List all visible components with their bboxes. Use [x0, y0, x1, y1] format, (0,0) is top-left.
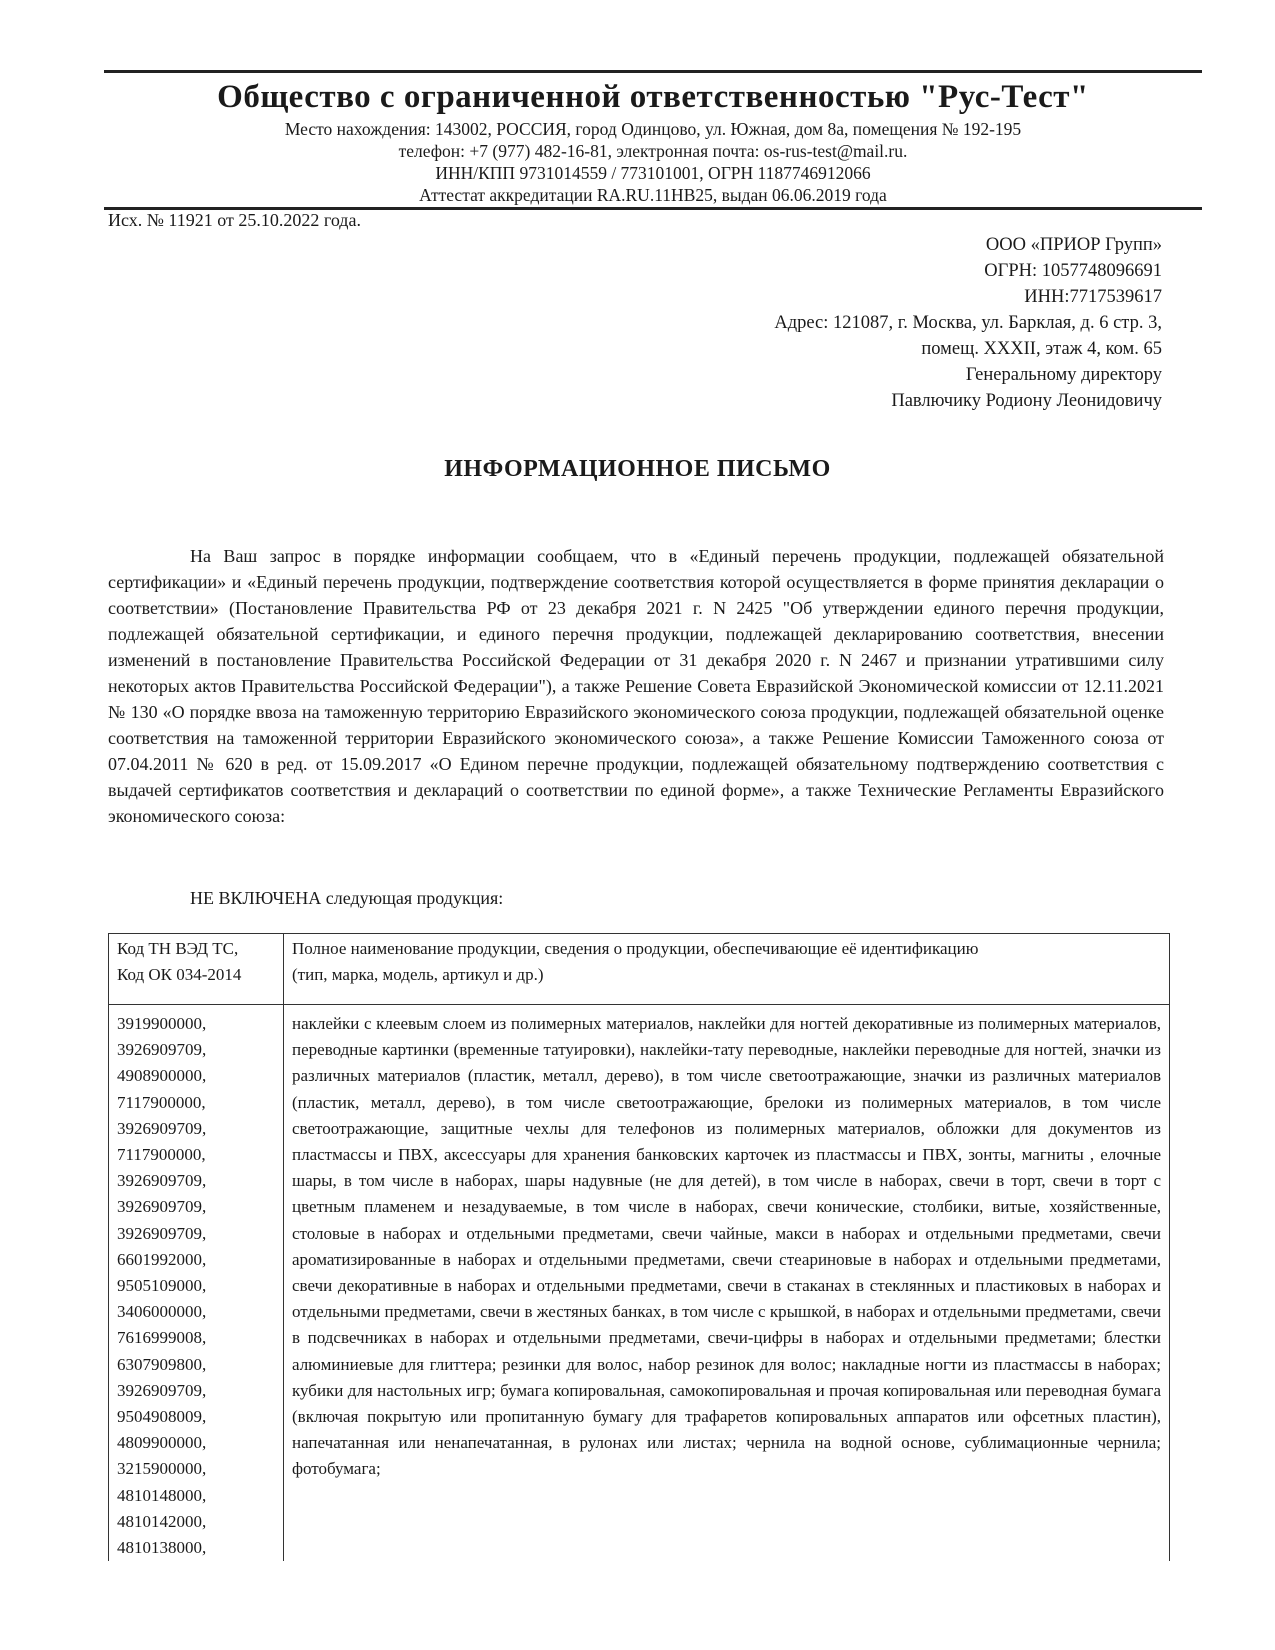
- letterhead: [104, 76, 1202, 206]
- code-item: 7117900000,: [117, 1092, 206, 1112]
- header-code-cell: [109, 934, 284, 1005]
- recipient-address-line2: помещ. XXXII, этаж 4, ком. 65: [921, 339, 1162, 359]
- product-description-cell: наклейки с клеевым слоем из полимерных материалов, наклейки для ногтей декоративные из полимерных материалов, переводные картинки (временные татуировки), наклейки-тату переводные, наклейки переводные для ногтей, значки из различных материалов (пластик, металл, дерево), в том числе светоотражающие, значки из различных материалов (пластик, металл, дерево), в том числе светоотражающие, брелоки из полимерных материалов, в том числе светоотражающие, защитные чехлы для телефонов из полимерных материалов, обложки для документов из пластмассы и ПВХ, аксессуары для хранения банковских карточек из пластмассы и ПВХ, зонты, магниты , елочные шары, в том числе в наборах, шары надувные (не для детей), в том числе в наборах, свечи в торт, свечи в торт с цветным пламенем и незадуваемые, в том числе в наборах, свечи конические, столбики, витые, хозяйственные, столовые в наборах и отдельными предметами, свечи чайные, макси в наборах и отдельными предметами, свечи ароматизированные в наборах и отдельными предметами, свечи стеариновые в наборах и отдельными предметами, свечи декоративные в наборах и отдельными предметами, свечи в стаканах в стеклянных и пластиковых в наборах и отдельными предметами, свечи в жестяных банках, в том числе с крышкой, в наборах и отдельными предметами, свечи в подсвечниках в наборах и отдельными предметами, свечи-цифры в наборах и отдельными предметами; блестки алюминиевые для глиттера; резинки для волос, набор резинок для волос; накладные ногти из пластмассы в наборах; кубики для настольных игр; бумага копировальная, самокопировальная и прочая копировальная или переводная бумага (включая покрытую или пропитанную бумагу для трафаретов копировальных аппаратов или офсетных пластин), напечатанная или ненапечатанная, в рулонах или листах; чернила на водной основе, сублимационные чернила; фотобумага;: [284, 1005, 1170, 1562]
- products-table: [108, 933, 1170, 1561]
- code-item: 9504908009,: [117, 1407, 207, 1427]
- recipient-inn: ИНН:7717539617: [1024, 287, 1162, 307]
- recipient-block: [774, 232, 1162, 414]
- code-item: 3926909709,: [117, 1380, 207, 1400]
- org-accreditation: Аттестат аккредитации RA.RU.11HB25, выдан 06.06.2019 года: [419, 185, 887, 205]
- table-header-row: [109, 934, 1170, 1005]
- letterhead-top-rule: [104, 70, 1202, 73]
- header-code-line2: Код ОК 034-2014: [117, 965, 242, 985]
- code-item: 4809900000,: [117, 1433, 207, 1453]
- code-item: 3926909709,: [117, 1171, 207, 1191]
- recipient-company: ООО «ПРИОР Групп»: [985, 235, 1162, 255]
- code-item: 3926909709,: [117, 1197, 207, 1217]
- code-item: 3926909709,: [117, 1223, 207, 1243]
- header-description-line1: Полное наименование продукции, сведения о продукции, обеспечивающие её идентификацию: [292, 939, 979, 958]
- table-row: [109, 1005, 1170, 1562]
- code-item: 6307909800,: [117, 1354, 207, 1374]
- code-item: 3926909709,: [117, 1118, 207, 1138]
- org-registration: ИНН/КПП 9731014559 / 773101001, ОГРН 1187746912066: [435, 163, 871, 183]
- body-paragraph: На Ваш запрос в порядке информации сообщаем, что в «Единый перечень продукции, подлежащей обязательной сертификации» и «Единый перечень продукции, подтверждение соответствия которой осуществляется в форме принятия декларации о соответствии» (Постановление Правительства РФ от 23 декабря 2021 г. N 2425 "Об утверждении единого перечня продукции, подлежащей обязательной сертификации, и единого перечня продукции, подлежащей декларированию соответствия, внесении изменений в постановление Правительства Российской Федерации от 31 декабря 2020 г. N 2467 и признании утратившими силу некоторых актов Правительства Российской Федерации"), а также Решение Совета Евразийской Экономической комиссии от 12.11.2021 № 130 «О порядке ввоза на таможенную территорию Евразийского экономического союза продукции, подлежащей обязательной оценке соответствия на таможенной территории Евразийского экономического союза», а также Решение Комиссии Таможенного союза от 07.04.2011 № 620 в ред. от 15.09.2017 «О Едином перечне продукции, подлежащей обязательному подтверждению соответствия с выдачей сертификатов соответствия и деклараций о соответствии по единой форме», а также Технические Регламенты Евразийского экономического союза:: [108, 546, 1164, 826]
- code-item: 7616999008,: [117, 1328, 207, 1348]
- recipient-position: Генеральному директору: [965, 365, 1162, 385]
- code-item: 4810148000,: [117, 1485, 207, 1505]
- code-item: 3926909709,: [117, 1040, 207, 1060]
- code-item: 3215900000,: [117, 1459, 207, 1479]
- header-code-line1: Код ТН ВЭД ТС,: [117, 939, 239, 958]
- recipient-ogrn: ОГРН: 1057748096691: [984, 261, 1162, 281]
- header-description-cell: [284, 934, 1170, 1005]
- recipient-name: Павлючику Родиону Леонидовичу: [891, 391, 1162, 411]
- code-item: 6601992000,: [117, 1249, 207, 1269]
- recipient-address-line1: Адрес: 121087, г. Москва, ул. Барклая, д. 6 стр. 3,: [774, 313, 1162, 333]
- code-item: 3919900000,: [117, 1014, 207, 1033]
- code-item: 4908900000,: [117, 1066, 207, 1086]
- not-included-label: НЕ ВКЛЮЧЕНА следующая продукция:: [190, 888, 504, 908]
- letter-title: ИНФОРМАЦИОННОЕ ПИСЬМО: [444, 456, 831, 482]
- code-item: 4810138000,: [117, 1538, 207, 1558]
- codes-cell: [109, 1005, 284, 1562]
- code-item: 3406000000,: [117, 1302, 207, 1322]
- code-item: 4810142000,: [117, 1511, 207, 1531]
- org-name: Общество с ограниченной ответственностью "Рус-Тест": [217, 79, 1089, 115]
- code-item: 7117900000,: [117, 1145, 206, 1165]
- outgoing-reference: Исх. № 11921 от 25.10.2022 года.: [108, 210, 361, 230]
- org-contacts: телефон: +7 (977) 482-16-81, электронная почта: os-rus-test@mail.ru.: [398, 141, 908, 161]
- code-item: 9505109000,: [117, 1276, 207, 1296]
- header-description-line2: (тип, марка, модель, артикул и др.): [292, 965, 544, 985]
- org-address: Место нахождения: 143002, РОССИЯ, город Одинцово, ул. Южная, дом 8а, помещения № 192-195: [284, 119, 1022, 139]
